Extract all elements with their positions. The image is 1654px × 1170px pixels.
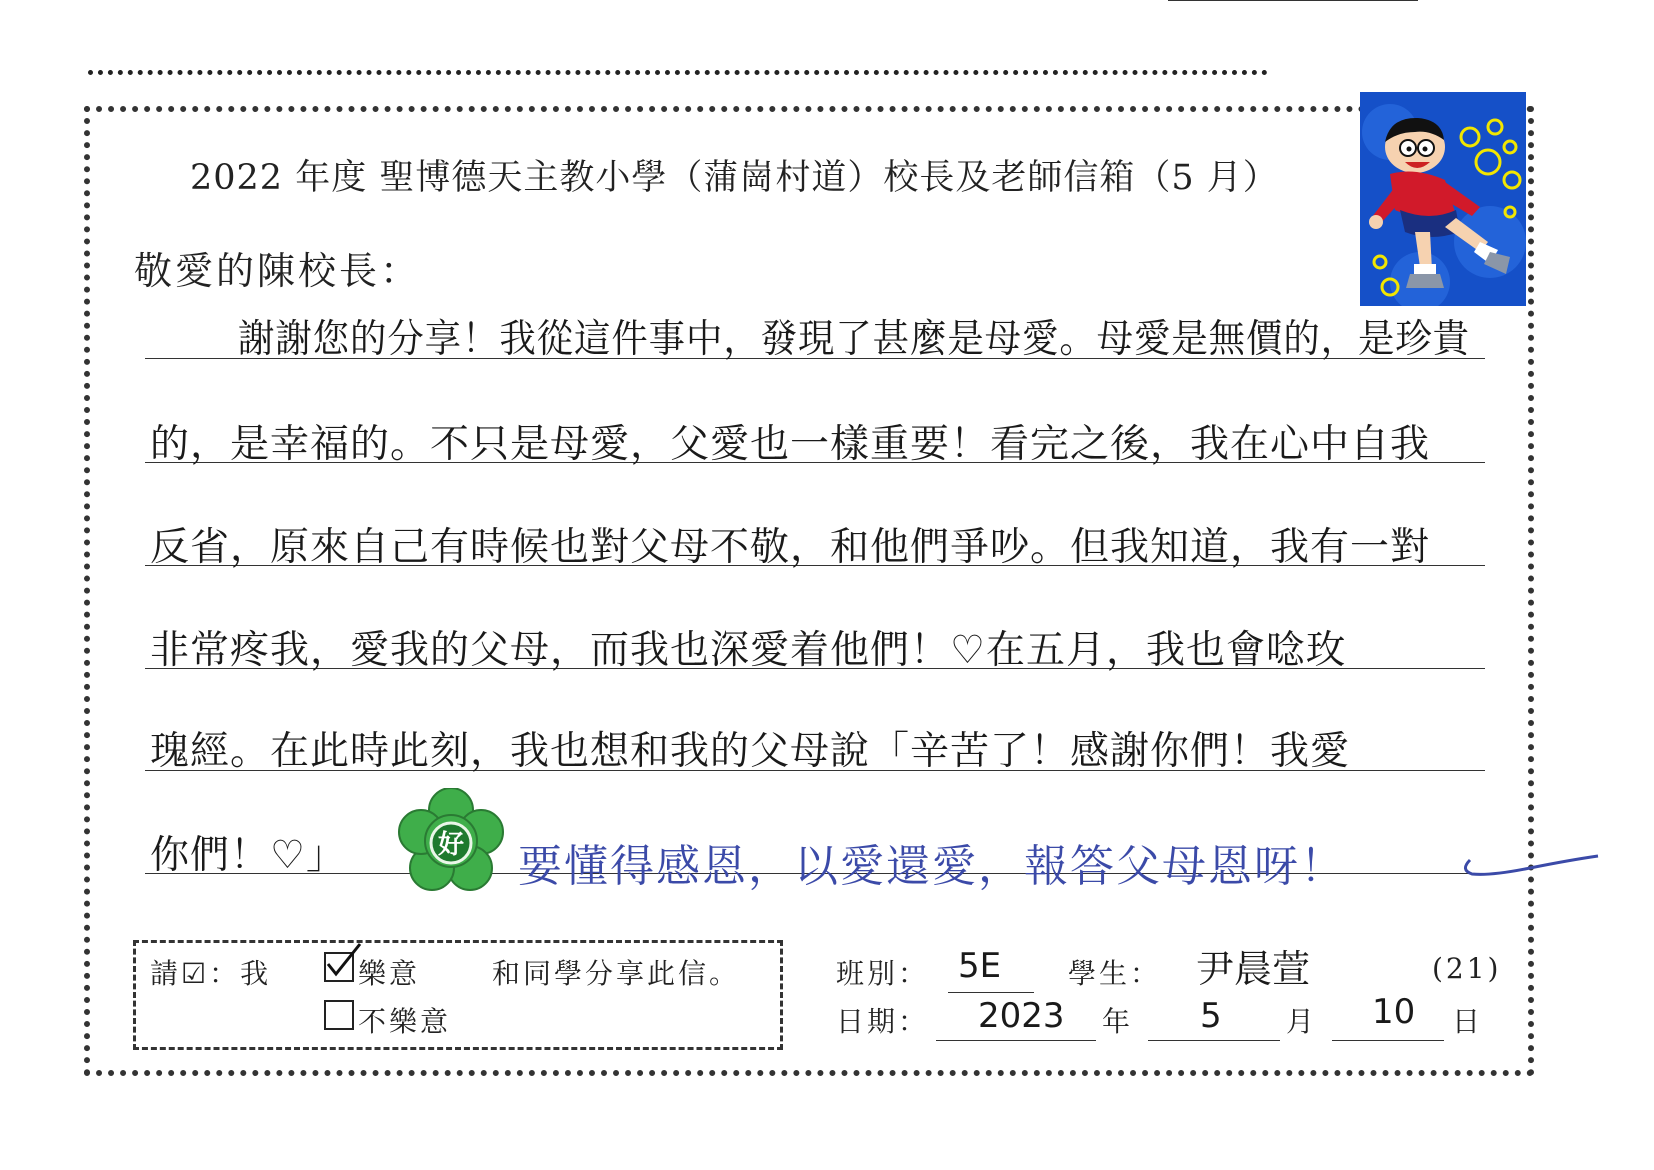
disagree-checkbox[interactable] bbox=[324, 1000, 354, 1030]
month-value: 5 bbox=[1200, 996, 1222, 1036]
year-unit: 年 bbox=[1102, 1005, 1134, 1038]
day-value: 10 bbox=[1372, 992, 1416, 1032]
letter-line-5: 瑰經。在此時此刻，我也想和我的父母說「辛苦了！感謝你們！我愛 bbox=[150, 729, 1351, 774]
agree-label: 樂意 bbox=[358, 957, 421, 990]
check-mark-icon bbox=[322, 940, 362, 980]
date-label: 日期： bbox=[836, 1005, 930, 1038]
student-number: (21) bbox=[1432, 952, 1502, 985]
letter-line-2: 的，是幸福的。不只是母愛，父愛也一樣重要！看完之後，我在心中自我 bbox=[150, 422, 1431, 467]
class-underline bbox=[948, 992, 1034, 993]
year-underline bbox=[936, 1040, 1096, 1041]
day-unit: 日 bbox=[1452, 1005, 1484, 1038]
letter-title: 2022 年度 聖博德天主教小學（蒲崗村道）校長及老師信箱（5 月） bbox=[190, 158, 1279, 198]
disagree-label: 不樂意 bbox=[358, 1005, 452, 1038]
letter-line-3: 反省，原來自己有時候也對父母不敬，和他們爭吵。但我知道，我有一對 bbox=[150, 525, 1431, 570]
day-underline bbox=[1332, 1040, 1444, 1041]
flower-stamp bbox=[398, 788, 504, 894]
top-dotted-border bbox=[88, 70, 1268, 75]
consent-suffix: 和同學分享此信。 bbox=[492, 957, 741, 990]
class-label: 班別： bbox=[836, 957, 930, 990]
student-underline bbox=[1168, 0, 1418, 1]
student-name: 尹晨萱 bbox=[1196, 947, 1311, 991]
student-label: 學生： bbox=[1068, 957, 1162, 990]
month-underline bbox=[1148, 1040, 1280, 1041]
salutation: 敬愛的陳校長： bbox=[134, 249, 422, 293]
agree-checkbox[interactable] bbox=[324, 952, 354, 982]
cartoon-boy-illustration bbox=[1360, 92, 1526, 306]
class-value: 5E bbox=[958, 946, 1002, 986]
month-unit: 月 bbox=[1286, 1005, 1318, 1038]
stamp-character: 好 bbox=[437, 830, 465, 860]
teacher-initial-mark bbox=[1460, 848, 1600, 878]
letter-line-1: 謝謝您的分享！我從這件事中，發現了甚麼是母愛。母愛是無價的，是珍貴 bbox=[238, 317, 1471, 362]
teacher-comment: 要懂得感恩，以愛還愛，報答父母恩呀！ bbox=[518, 841, 1346, 892]
letter-line-4: 非常疼我，愛我的父母，而我也深愛着他們！♡在五月，我也會唸玫 bbox=[150, 628, 1346, 673]
cartoon-sticker bbox=[1360, 92, 1526, 306]
year-value: 2023 bbox=[978, 996, 1065, 1036]
consent-prompt: 請☑：我 bbox=[150, 957, 272, 990]
letter-line-6: 你們！♡」 bbox=[150, 833, 346, 878]
